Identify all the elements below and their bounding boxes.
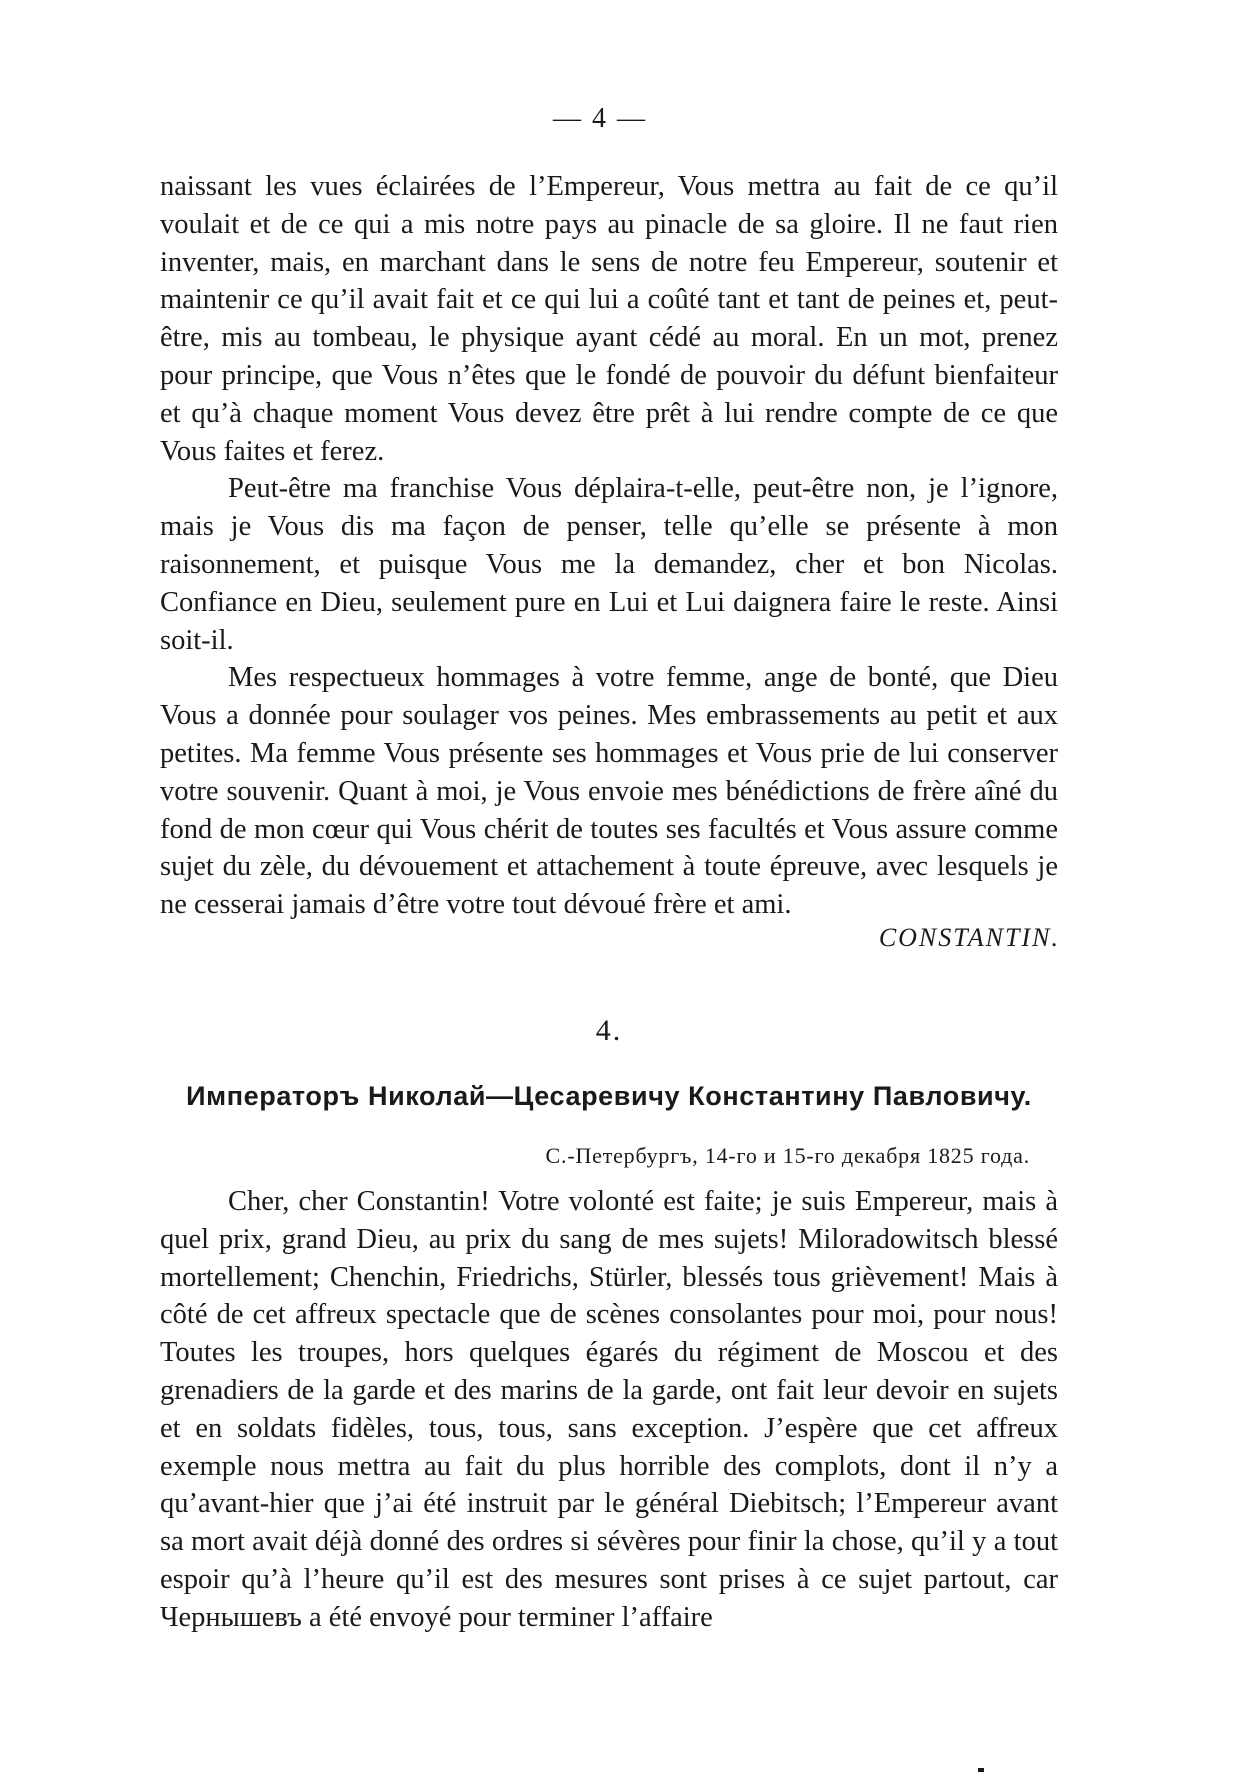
page-number: — 4 — [553,103,647,134]
paragraph: Mes respectueux hommages à votre femme, ange de bonté, que Dieu Vous a donnée pour soulager vos peines. Mes embrassements au petit et aux petites. Ma femme Vous présente ses hommages et Vous prie de lui conserver votre souvenir. Quant à moi, je Vous envoie mes bénédictions de frère aîné du fond de mon cœur qui Vous chérit de toutes ses facultés et Vous assure comme sujet du zèle, du dévouement et attachement à toute épreuve, avec lesquels je ne cesserai jamais d’être votre tout dévoué frère et ami. [160,662,1058,921]
signature: CONSTANTIN. [878,923,1060,952]
letter-dateline: С.-Петербургъ, 14-го и 15-го декабря 1825 года. [545,1143,1030,1168]
paragraph: Cher, cher Constantin! Votre volonté est faite; je suis Empereur, mais à quel prix, grand Dieu, au prix du sang de mes sujets! Miloradowitsch blessé mortellement; Chenchin, Friedrichs, Stürler, blessés tous grièvement! Mais à côté de cet affreux spectacle que de scènes consolantes pour moi, pour nous! Toutes les troupes, hors quelques égarés du régiment de Moscou et des grenadiers de la garde et des marins de la garde, ont fait leur devoir en sujets et en soldats fidèles, tous, tous, sans exception. J’espère que cet affreux exemple nous mettra au fait du plus horrible des complots, dont il n’y a qu’avant-hier que j’ai été instruit par le général Diebitsch; l’Empereur avant sa mort avait déjà donné des ordres si sévères pour finir la chose, qu’il y a tout espoir qu’à l’heure qu’il est des mesures sont prises à ce sujet partout, car Чернышевъ a été envoyé pour terminer l’affaire [160,1186,1058,1633]
paragraph: naissant les vues éclairées de l’Empereur, Vous mettra au fait de ce qu’il voulait et de ce qui a mis notre pays au pinacle de sa gloire. Il ne faut rien inventer, mais, en marchant dans le sens de notre feu Empereur, soutenir et maintenir ce qu’il avait fait et ce qui lui a coûté tant et tant de peines et, peut-être, mis au tombeau, le physique ayant cédé au moral. En un mot, prenez pour principe, que Vous n’êtes que le fondé de pouvoir du défunt bienfaiteur et qu’à chaque moment Vous devez être prêt à lui rendre compte de ce que Vous faites et ferez. [160,171,1058,467]
letter-number: 4. [595,1014,623,1047]
paragraph: Peut-être ma franchise Vous déplaira-t-elle, peut-être non, je l’ignore, mais je Vous dis ma façon de penser, telle qu’elle se présente à mon raisonnement, et puisque Vous me la demandez, cher et bon Nicolas. Confiance en Dieu, seulement pure en Lui et Lui daignera faire le reste. Ainsi soit-il. [160,473,1058,656]
print-mark [978,1768,984,1772]
letter-3-continuation [160,168,1058,924]
letter-4-body [160,1183,1058,1637]
letter-heading: Императоръ Николай—Цесаревичу Константину Павловичу. [186,1081,1032,1111]
